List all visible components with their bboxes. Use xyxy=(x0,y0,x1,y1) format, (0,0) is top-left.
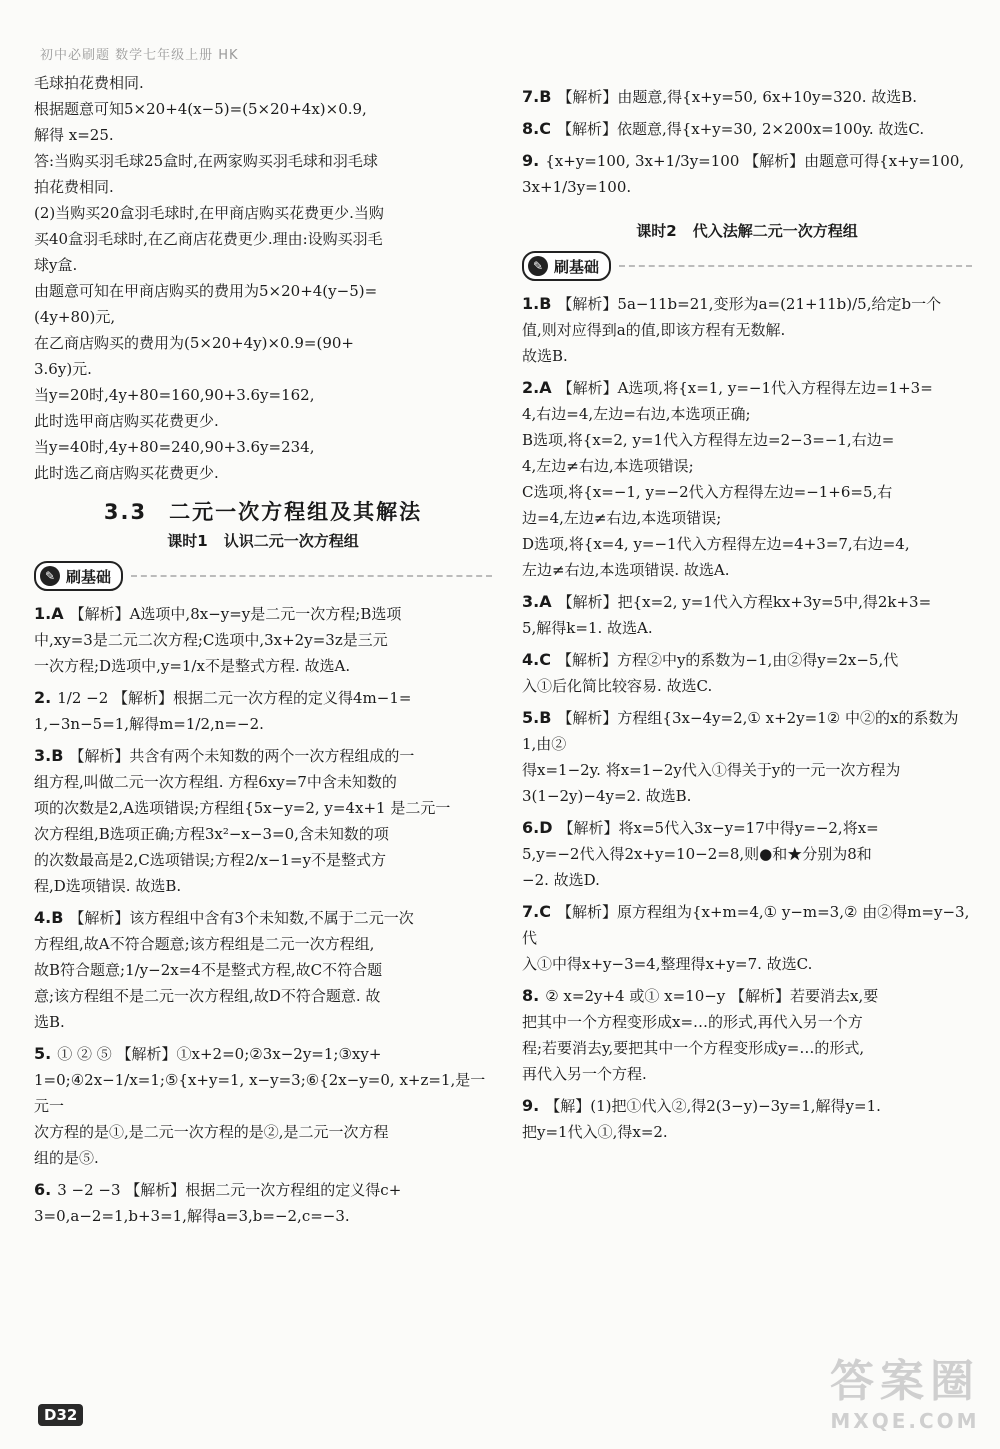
answer-text: 一次方程;D选项中,y=1/x不是整式方程. 故选A. xyxy=(34,657,351,675)
answer-text: 3 −2 −3 【解析】根据二元一次方程组的定义得c+ xyxy=(57,1181,402,1199)
answer-line xyxy=(522,899,972,951)
text-line: (2)当购买20盒羽毛球时,在甲商店购买花费更少.当购 xyxy=(34,204,384,222)
text-line: 毛球拍花费相同. xyxy=(34,74,144,92)
answer-text: 【解析】共含有两个未知数的两个一次方程组成的一 xyxy=(69,747,415,765)
answer-line xyxy=(522,531,972,557)
badge-row-2 xyxy=(522,251,972,281)
answer-text: 【解析】5a−11b=21,变形为a=(21+11b)/5,给定b一个 xyxy=(557,295,942,313)
answer-text: 【解析】依题意,得{x+y=30, 2×200x=100y. 故选C. xyxy=(556,120,925,138)
answer-item xyxy=(522,1093,972,1151)
answer-item xyxy=(522,647,972,705)
answer-item xyxy=(34,685,492,743)
answer-item xyxy=(522,375,972,589)
answer-text: 程,D选项错误. 故选B. xyxy=(34,877,182,895)
answer-item xyxy=(34,601,492,685)
section-title: 二元一次方程组及其解法 xyxy=(169,500,423,524)
spacer xyxy=(522,1145,972,1151)
answer-line xyxy=(522,1119,972,1145)
question-number: 9. xyxy=(522,151,540,170)
question-number: 4.B xyxy=(34,908,64,927)
answer-text: 【解析】该方程组中含有3个未知数,不属于二元一次 xyxy=(69,909,414,927)
answer-line xyxy=(522,841,972,867)
question-number: 8.C xyxy=(522,119,551,138)
pen-icon: ✎ xyxy=(40,566,60,586)
answer-line xyxy=(522,401,972,427)
answer-text: 4,右边=4,左边=右边,本选项正确; xyxy=(522,405,751,423)
lesson-number: 课时1 xyxy=(167,532,208,550)
answer-text: B选项,将{x=2, y=1代入方程得左边=2−3=−1,右边= xyxy=(522,431,895,449)
answer-line xyxy=(522,951,972,977)
question-number: 9. xyxy=(522,1096,540,1115)
answer-text: 【解析】A选项中,8x−y=y是二元一次方程;B选项 xyxy=(69,605,402,623)
answer-line xyxy=(522,148,972,200)
text-line: 答:当购买羽毛球25盒时,在两家购买羽毛球和羽毛球 xyxy=(34,152,378,170)
answer-line xyxy=(522,453,972,479)
answer-text: 次方程的是①,是二元一次方程的是②,是二元一次方程 xyxy=(34,1123,389,1141)
spacer xyxy=(34,1229,492,1235)
badge-label: 刷基础 xyxy=(554,257,600,276)
answer-item xyxy=(34,905,492,1041)
section-heading xyxy=(34,496,492,526)
answer-list-top xyxy=(522,84,972,206)
answer-text: C选项,将{x=−1, y=−2代入方程得左边=−1+6=5,右 xyxy=(522,483,893,501)
answer-text: 中,xy=3是二元二次方程;C选项中,3x+2y=3z是三元 xyxy=(34,631,388,649)
lesson-title: 代入法解二元一次方程组 xyxy=(692,222,858,240)
answer-item xyxy=(522,291,972,375)
answer-text: 【解析】将x=5代入3x−y=17中得y=−2,将x= xyxy=(558,819,879,837)
question-number: 2.A xyxy=(522,378,552,397)
right-column xyxy=(522,84,972,1151)
text-line: 当y=40时,4y+80=240,90+3.6y=234, xyxy=(34,438,315,456)
text-line: 根据题意可知5×20+4(x−5)=(5×20+4x)×0.9, xyxy=(34,100,367,118)
answer-list-2 xyxy=(522,291,972,1151)
answer-text: 选B. xyxy=(34,1013,65,1031)
answer-text: 得x=1−2y. 将x=1−2y代入①得关于y的一元一次方程为 xyxy=(522,761,901,779)
answer-item xyxy=(522,815,972,899)
answer-line xyxy=(34,601,492,627)
answer-line xyxy=(522,427,972,453)
answer-line xyxy=(34,957,492,983)
page-number: D32 xyxy=(38,1404,83,1426)
left-column xyxy=(34,70,492,1235)
question-number: 5. xyxy=(34,1044,52,1063)
answer-item xyxy=(522,705,972,815)
answer-text: 故选B. xyxy=(522,347,568,365)
answer-line xyxy=(34,983,492,1009)
answer-text: 【解析】原方程组为{x+m=4,① y−m=3,② 由②得m=y−3,代 xyxy=(522,903,970,947)
text-line: 拍花费相同. xyxy=(34,178,114,196)
answer-line xyxy=(522,673,972,699)
answer-line xyxy=(34,711,492,737)
lesson-number: 课时2 xyxy=(636,222,677,240)
answer-text: 的次数最高是2,C选项错误;方程2/x−1=y不是整式方 xyxy=(34,851,387,869)
dashed-divider xyxy=(131,575,492,577)
answer-line xyxy=(522,815,972,841)
lesson-heading-2 xyxy=(522,220,972,241)
answer-line xyxy=(522,983,972,1009)
answer-text: 把其中一个方程变形成x=…的形式,再代入另一个方 xyxy=(522,1013,863,1031)
answer-line xyxy=(522,291,972,317)
answer-line xyxy=(522,479,972,505)
answer-text: 组的是⑤. xyxy=(34,1149,99,1167)
watermark-url: MXQE.COM xyxy=(830,1409,980,1433)
question-number: 8. xyxy=(522,986,540,1005)
text-line: 由题意可知在甲商店购买的费用为5×20+4(y−5)= xyxy=(34,282,378,300)
text-line: 解得 x=25. xyxy=(34,126,114,144)
answer-line xyxy=(522,1061,972,1087)
answer-text: 【解析】方程组{3x−4y=2,① x+2y=1② 中②的x的系数为1,由② xyxy=(522,709,959,753)
practice-badge xyxy=(522,251,611,281)
running-header: 初中必刷题 数学七年级上册 HK xyxy=(40,48,239,63)
text-line: 球y盒. xyxy=(34,256,78,274)
answer-line xyxy=(522,116,972,142)
spacer xyxy=(522,200,972,206)
watermark-text: 答案圈 xyxy=(830,1356,980,1407)
answer-text: 【解析】A选项,将{x=1, y=−1代入方程得左边=1+3= xyxy=(557,379,933,397)
answer-line xyxy=(34,1177,492,1203)
answer-text: 入①中得x+y−3=4,整理得x+y=7. 故选C. xyxy=(522,955,813,973)
answer-line xyxy=(522,757,972,783)
question-number: 3.B xyxy=(34,746,64,765)
answer-list xyxy=(34,601,492,1235)
question-number: 1.A xyxy=(34,604,64,623)
answer-text: D选项,将{x=4, y=−1代入方程得左边=4+3=7,右边=4, xyxy=(522,535,910,553)
answer-text: {x+y=100, 3x+1/3y=100 【解析】由题意可得{x+y=100, 3x+1/3y=100. xyxy=(522,152,965,196)
answer-text: 边=4,左边≠右边,本选项错误; xyxy=(522,509,722,527)
answer-line xyxy=(522,505,972,531)
answer-text: 方程组,故A不符合题意;该方程组是二元一次方程组, xyxy=(34,935,375,953)
answer-line xyxy=(34,769,492,795)
answer-line xyxy=(34,847,492,873)
dashed-divider xyxy=(619,265,972,267)
answer-item xyxy=(34,743,492,905)
answer-text: 故B符合题意;1/y−2x=4不是整式方程,故C不符合题 xyxy=(34,961,383,979)
answer-text: 【解】(1)把①代入②,得2(3−y)−3y=1,解得y=1. xyxy=(545,1097,881,1115)
question-number: 7.B xyxy=(522,87,552,106)
lesson-heading xyxy=(34,530,492,551)
answer-line xyxy=(34,1067,492,1119)
answer-text: 1,−3n−5=1,解得m=1/2,n=−2. xyxy=(34,715,264,733)
answer-item xyxy=(34,1041,492,1177)
question-number: 3.A xyxy=(522,592,552,611)
answer-line xyxy=(34,1119,492,1145)
answer-text: 左边≠右边,本选项错误. 故选A. xyxy=(522,561,730,579)
text-line: 当y=20时,4y+80=160,90+3.6y=162, xyxy=(34,386,315,404)
answer-text: 把y=1代入①,得x=2. xyxy=(522,1123,668,1141)
answer-text: 【解析】方程②中y的系数为−1,由②得y=2x−5,代 xyxy=(556,651,899,669)
answer-text: 5,y=−2代入得2x+y=10−2=8,则●和★分别为8和 xyxy=(522,845,872,863)
answer-line xyxy=(522,375,972,401)
question-number: 7.C xyxy=(522,902,551,921)
answer-line xyxy=(34,1203,492,1229)
answer-item xyxy=(34,1177,492,1235)
answer-text: 值,则对应得到a的值,即该方程有无数解. xyxy=(522,321,786,339)
answer-text: 1=0;④2x−1/x=1;⑤{x+y=1, x−y=3;⑥{2x−y=0, x+z=1,是一元一 xyxy=(34,1071,486,1115)
answer-text: 3(1−2y)−4y=2. 故选B. xyxy=(522,787,692,805)
answer-line xyxy=(34,873,492,899)
answer-text: 再代入另一个方程. xyxy=(522,1065,647,1083)
answer-line xyxy=(34,1145,492,1171)
answer-line xyxy=(522,1009,972,1035)
answer-line xyxy=(34,685,492,711)
answer-text: 3=0,a−2=1,b+3=1,解得a=3,b=−2,c=−3. xyxy=(34,1207,350,1225)
answer-item xyxy=(522,899,972,983)
answer-line xyxy=(522,557,972,583)
answer-line xyxy=(34,821,492,847)
answer-line xyxy=(522,867,972,893)
watermark-logo xyxy=(830,1345,980,1433)
continued-solution xyxy=(34,70,492,486)
answer-item xyxy=(522,116,972,148)
answer-text: 项的次数是2,A选项错误;方程组{5x−y=2, y=4x+1 是二元一 xyxy=(34,799,451,817)
answer-line xyxy=(34,1041,492,1067)
answer-text: 意;该方程组不是二元一次方程组,故D不符合题意. 故 xyxy=(34,987,381,1005)
answer-line xyxy=(34,1009,492,1035)
question-number: 1.B xyxy=(522,294,552,313)
answer-text: 4,左边≠右边,本选项错误; xyxy=(522,457,694,475)
question-number: 2. xyxy=(34,688,52,707)
answer-line xyxy=(522,589,972,615)
answer-text: ① ② ⑤ 【解析】①x+2=0;②3x−2y=1;③xy+ xyxy=(57,1045,382,1063)
answer-line xyxy=(522,317,972,343)
lesson-title: 认识二元一次方程组 xyxy=(223,532,359,550)
answer-text: 次方程组,B选项正确;方程3x²−x−3=0,含未知数的项 xyxy=(34,825,389,843)
answer-line xyxy=(522,615,972,641)
text-line: 此时选乙商店购买花费更少. xyxy=(34,464,219,482)
question-number: 4.C xyxy=(522,650,551,669)
question-number: 6.D xyxy=(522,818,553,837)
text-line: 买40盒羽毛球时,在乙商店花费更少.理由:设购买羽毛 xyxy=(34,230,383,248)
answer-text: 组方程,叫做二元一次方程组. 方程6xy=7中含未知数的 xyxy=(34,773,397,791)
answer-text: 入①后化简比较容易. 故选C. xyxy=(522,677,713,695)
answer-line xyxy=(522,783,972,809)
question-number: 5.B xyxy=(522,708,552,727)
answer-line xyxy=(34,795,492,821)
answer-item xyxy=(522,84,972,116)
pen-icon: ✎ xyxy=(528,256,548,276)
text-line: 3.6y)元. xyxy=(34,360,92,378)
badge-label: 刷基础 xyxy=(66,567,112,586)
answer-line xyxy=(34,627,492,653)
answer-text: 程;若要消去y,要把其中一个方程变形成y=…的形式, xyxy=(522,1039,865,1057)
section-number: 3.3 xyxy=(103,500,148,524)
text-line: (4y+80)元, xyxy=(34,308,116,326)
answer-text: −2. 故选D. xyxy=(522,871,600,889)
answer-line xyxy=(522,705,972,757)
answer-text: 5,解得k=1. 故选A. xyxy=(522,619,653,637)
question-number: 6. xyxy=(34,1180,52,1199)
answer-line xyxy=(34,931,492,957)
answer-line xyxy=(34,653,492,679)
practice-badge xyxy=(34,561,123,591)
text-line: 在乙商店购买的费用为(5×20+4y)×0.9=(90+ xyxy=(34,334,354,352)
answer-item xyxy=(522,589,972,647)
answer-text: 【解析】把{x=2, y=1代入方程kx+3y=5中,得2k+3= xyxy=(557,593,932,611)
answer-text: 1/2 −2 【解析】根据二元一次方程的定义得4m−1= xyxy=(57,689,412,707)
answer-line xyxy=(522,647,972,673)
answer-text: ② x=2y+4 或① x=10−y 【解析】若要消去x,要 xyxy=(545,987,879,1005)
badge-row xyxy=(34,561,492,591)
answer-item xyxy=(522,148,972,206)
answer-text: 【解析】由题意,得{x+y=50, 6x+10y=320. 故选B. xyxy=(557,88,918,106)
answer-item xyxy=(522,983,972,1093)
answer-line xyxy=(522,1035,972,1061)
answer-line xyxy=(522,1093,972,1119)
answer-line xyxy=(34,743,492,769)
answer-line xyxy=(522,343,972,369)
answer-line xyxy=(522,84,972,110)
text-line: 此时选甲商店购买花费更少. xyxy=(34,412,219,430)
answer-line xyxy=(34,905,492,931)
